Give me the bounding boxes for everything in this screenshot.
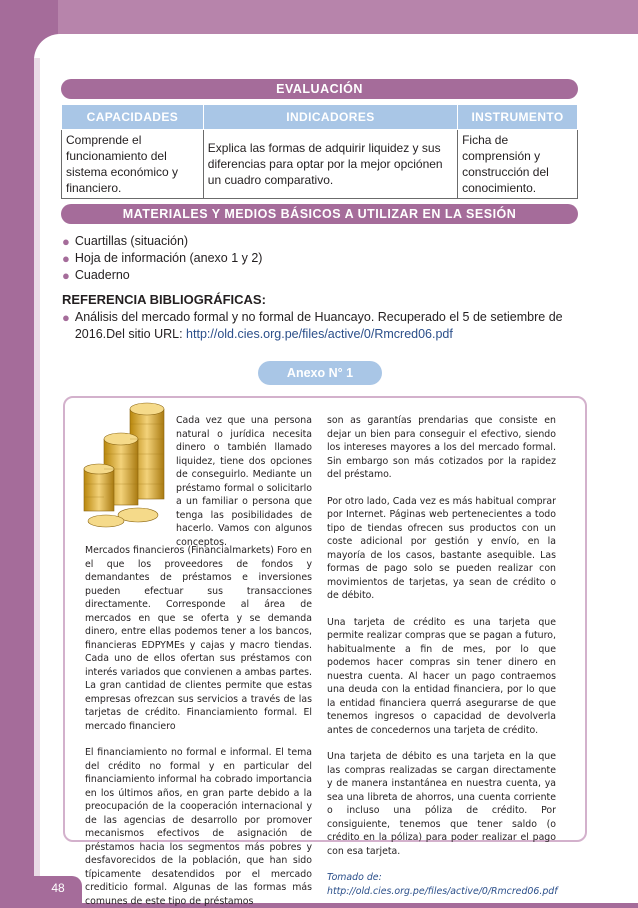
- annex-label: Anexo N° 1: [258, 361, 382, 385]
- annex-source-link[interactable]: Tomado de: http://old.cies.org.pe/files/active/0/Rmcred06.pdf: [327, 872, 558, 897]
- bullet-icon: ●: [62, 234, 70, 249]
- evaluation-table: [61, 104, 578, 199]
- cell-capacidades: Comprende el funcionamiento del sistema económico y financiero.: [62, 130, 204, 199]
- reference-text: [62, 309, 582, 343]
- evaluation-header: EVALUACIÓN: [61, 79, 578, 99]
- list-item: ● Cuaderno: [62, 268, 130, 283]
- col-header-instrumento: INSTRUMENTO: [458, 105, 578, 130]
- col-header-capacidades: CAPACIDADES: [62, 105, 204, 130]
- left-decor-strip: [34, 58, 40, 903]
- list-item: ● Hoja de información (anexo 1 y 2): [62, 251, 263, 266]
- page-number: 48: [34, 876, 82, 903]
- bullet-icon: ●: [62, 268, 70, 283]
- table-row: [62, 130, 578, 199]
- annex-right-column: [327, 414, 556, 898]
- paragraph: son as garantías prendarias que consiste en dejar un bien para conseguir el efectivo, siendo los intereses mayores a los del mercado formal. Sin embargo son más cotizados por la rapidez del préstamo.: [327, 415, 556, 480]
- annex-left-column: [85, 544, 312, 908]
- coins-illustration-icon: [78, 389, 174, 529]
- cell-indicadores: Explica las formas de adquirir liquidez y sus diferencias para optar por la mejor opciónen un cuadro comparativo.: [203, 130, 457, 199]
- reference-title: REFERENCIA BIBLIOGRÁFICAS:: [62, 292, 266, 307]
- annex-intro: Cada vez que una persona natural o jurídica necesita dinero o también llamado liquidez, tiene dos opciones de conseguirlo. Mediante un préstamo formal o solicitarlo a un familiar o persona que tenga las posibilidades de hacerlo. Vamos con algunos conceptos.: [176, 415, 312, 548]
- col-header-indicadores: INDICADORES: [203, 105, 457, 130]
- materials-list: [62, 233, 262, 284]
- reference-link[interactable]: http://old.cies.org.pe/files/active/0/Rmcred06.pdf: [186, 327, 453, 341]
- paragraph: Una tarjeta de crédito es una tarjeta que permite realizar compras que se pagan a futuro, habitualmente a fin de mes, por lo que podemos hacer compras sin tener dinero en nuestra cuenta. Al hacer un pago contraemos una deuda con la entidad financiera, por lo que la entidad financiera querrá asegurarse de que tenemos ingresos o capacidad de devolverla antes de concedernos una tarjeta de crédito.: [327, 616, 556, 736]
- list-item: ● Cuartillas (situación): [62, 234, 189, 249]
- paragraph: El financiamiento no formal e informal. El tema del crédito no formal y en particular del financiamiento informal ha cobrado importancia en los últimos años, en gran parte debido a la preocupación de la cooperación internacional y de las agencias de desarrollo por promover mecanismos efectivos de asignación de préstamos hacia los segmentos más pobres y desfavorecidos de la población, que han sido típicamente desatendidos por el mercado crediticio formal. Algunas de las formas más comunes de este tipo de préstamos: [85, 747, 312, 907]
- cell-instrumento: Ficha de comprensión y construcción del conocimiento.: [458, 130, 578, 199]
- bullet-icon: ●: [62, 251, 70, 266]
- reference-description: Análisis del mercado formal y no formal de Huancayo. Recuperado el 5 de setiembre de 2016.Del sitio URL:: [74, 310, 563, 341]
- paragraph: Mercados financieros (Financialmarkets) Foro en el que los proveedores de fondos y demandantes de préstamos e inversiones pueden efectuar sus transacciones directamente. Corresponde al área de mercados en que se oferta y se demanda dinero, entre ellas podemos tener a los bancos, financieras EDPYMEs y cajas y macro tiendas. Cada uno de ellos ofertan sus préstamos con interés variados que convienen a ambas partes. La gran cantidad de clientes permite que estas empresas ofrezcan sus servicios a través de las tarjetas de crédito. Financiamiento formal. El mercado financiero: [85, 545, 312, 732]
- paragraph: Una tarjeta de débito es una tarjeta en la que las compras realizadas se cargan directamente y de manera instantánea en nuestra cuenta, ya sea una libreta de ahorros, una cuenta corriente o incluso una póliza de crédito. Por consiguiente, tenemos que tener saldo (o crédito en la póliza) para poder realizar el pago con esa tarjeta.: [327, 751, 556, 857]
- paragraph: Por otro lado, Cada vez es más habitual comprar por Internet. Páginas web pertenecientes a todo tipo de tiendas ofrecen sus productos con un coste adicional por gestión y envío, en la mayoría de los casos, bastante asequible. Las formas de pago solo se pueden realizar con movimientos de tarjetas, ya sean de crédito o de débito.: [327, 495, 556, 601]
- evaluation-table-header-row: [62, 105, 578, 130]
- materials-header: MATERIALES Y MEDIOS BÁSICOS A UTILIZAR EN LA SESIÓN: [61, 204, 578, 224]
- bullet-icon: ●: [62, 310, 70, 325]
